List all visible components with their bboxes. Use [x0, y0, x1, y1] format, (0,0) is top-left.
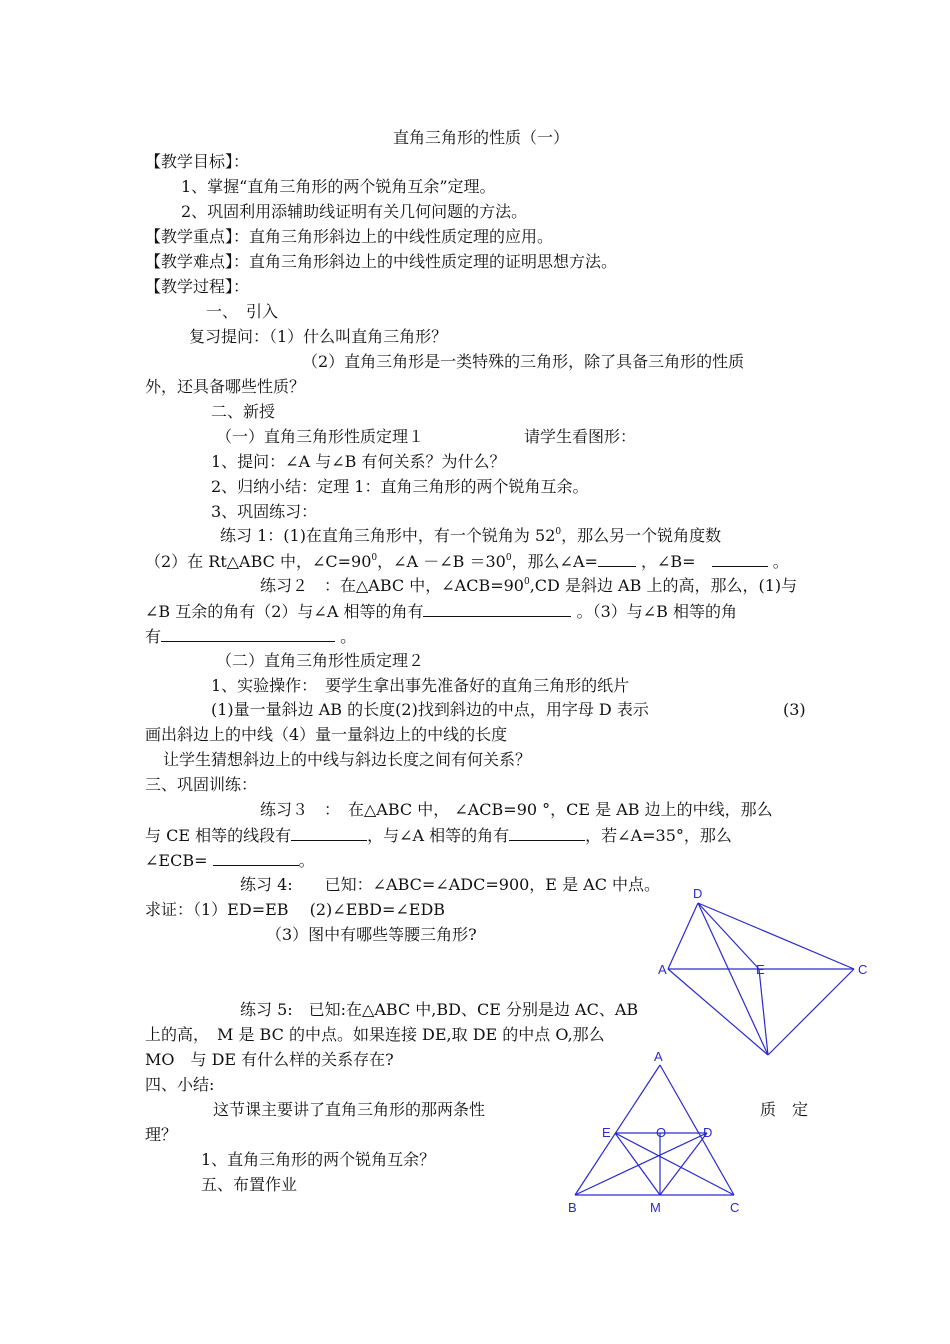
exercise-2-line-1: 练习２ ：在△ABC 中，$\angle ACB=90^0,CD$ 是斜边 AB 上的高，那么，(1)与: [260, 576, 798, 595]
page-title: 直角三角形的性质（一）: [393, 128, 570, 147]
figure-2-label-b: B: [568, 1200, 577, 1215]
theorem-1-exercise-heading: 3、巩固练习：: [211, 502, 318, 521]
theorem-2-heading: （二）直角三角形性质定理２: [216, 651, 425, 670]
exercise-3-line-3: ∠ECB= 。: [145, 851, 315, 870]
exercise-1-line-1: 练习 1：(1)在直角三角形中，有一个锐角为 $52^0$，那么另一个锐角度数: [220, 526, 722, 545]
figure-1-label-a: A: [658, 962, 667, 977]
answer-blank: [161, 625, 335, 642]
summary-item-1: 1、直角三角形的两个锐角互余？: [201, 1150, 436, 1169]
answer-blank: [423, 600, 571, 617]
theorem-1-see-figure: 请学生看图形：: [524, 427, 637, 446]
exercise-3-line-2: 与 CE 相等的线段有 ，与∠A 相等的角有 ，若∠A=35°，那么: [145, 826, 732, 845]
theorem-2-step-2: 画出斜边上的中线（4）量一量斜边上的中线的长度: [145, 725, 508, 744]
goal-item-2: 2、巩固利用添辅助线证明有关几何问题的方法。: [181, 202, 528, 221]
figure-2-label-o: O: [656, 1125, 667, 1140]
exercise-5-line-2: 上的高， M 是 BC 的中点。如果连接 DE,取 DE 的中点 O,那么: [145, 1025, 605, 1044]
section-3-heading: 三、巩固训练：: [145, 775, 258, 794]
exercise-3-line-1: 练习３ ： 在△ABC 中， ∠ACB=90 °，CE 是 AB 边上的中线，那么: [260, 800, 773, 819]
exercise-1-line-2: （2）在 Rt△ABC 中，$\angle C=90^0$，∠A －∠B $=30^0$，那么∠A= ，∠B= 。: [145, 552, 789, 571]
theorem-1-heading: （一）直角三角形性质定理１: [216, 427, 425, 446]
exercise-5-line-3: MO 与 DE 有什么样的关系存在?: [145, 1050, 394, 1069]
section-5-heading: 五、布置作业: [201, 1175, 298, 1194]
figure-1-label-e: E: [756, 962, 765, 977]
answer-blank: [213, 849, 299, 866]
figure-2-label-c: C: [730, 1200, 740, 1215]
figure-2-label-m: M: [650, 1200, 661, 1215]
goal-item-1: 1、掌握“直角三角形的两个锐角互余”定理。: [181, 177, 496, 196]
figure-1-label-c: C: [858, 962, 868, 977]
theorem-1-question: 1、提问：∠A 与∠B 有何关系？为什么？: [211, 452, 506, 471]
figure-2-label-a: A: [654, 1049, 663, 1064]
theorem-2-step-3-label: (3): [783, 700, 806, 719]
section-2-heading: 二、新授: [211, 402, 276, 421]
summary-line-1-end: 质 定: [760, 1100, 809, 1119]
review-question-2: （2）直角三角形是一类特殊的三角形，除了具备三角形的性质: [302, 352, 745, 371]
difficulty: 【教学难点】：直角三角形斜边上的中线性质定理的证明思想方法。: [145, 252, 618, 271]
review-question-1: 复习提问：（1）什么叫直角三角形？: [189, 327, 448, 346]
answer-blank: [509, 824, 585, 841]
section-1-heading: 一、 引入: [206, 302, 279, 321]
theorem-2-operation: 1、实验操作： 要学生拿出事先准备好的直角三角形的纸片: [211, 676, 630, 695]
theorem-1-summary: 2、归纳小结：定理 1：直角三角形的两个锐角互余。: [211, 477, 589, 496]
goals-heading: 【教学目标】：: [145, 152, 250, 171]
key-point: 【教学重点】：直角三角形斜边上的中线性质定理的应用。: [145, 227, 554, 246]
exercise-4-line-2: 求证：（1）ED=EB (2)∠EBD=∠EDB: [145, 900, 446, 919]
figure-2-label-d: D: [703, 1125, 713, 1140]
theorem-2-step-1: (1)量一量斜边 AB 的长度(2)找到斜边的中点，用字母 D 表示: [211, 700, 649, 719]
exercise-2-line-3: 有 。: [145, 627, 357, 646]
section-4-heading: 四、小结:: [145, 1075, 215, 1094]
summary-line-1: 这节课主要讲了直角三角形的那两条性: [213, 1100, 486, 1119]
exercise-4-line-1: 练习 4: 已知：∠ABC=∠ADC=900，E 是 AC 中点。: [240, 875, 661, 894]
answer-blank: [712, 550, 768, 567]
answer-blank: [598, 550, 636, 567]
summary-line-2: 理？: [145, 1125, 178, 1144]
exercise-5-line-1: 练习 5: 已知:在△ABC 中,BD、CE 分别是边 AC、AB: [240, 1000, 639, 1019]
figure-1-label-d: D: [693, 886, 703, 901]
process-heading: 【教学过程】：: [145, 277, 250, 296]
answer-blank: [291, 824, 367, 841]
figure-exercise-5: [560, 1045, 760, 1220]
review-question-2-cont: 外，还具备哪些性质？: [145, 377, 306, 396]
figure-exercise-4: [640, 880, 890, 1065]
theorem-2-guess: 让学生猜想斜边上的中线与斜边长度之间有何关系？: [163, 750, 532, 769]
exercise-4-line-3: （3）图中有哪些等腰三角形?: [266, 925, 477, 944]
exercise-2-line-2: ∠B 互余的角有（2）与∠A 相等的角有 。（3）与∠B 相等的角: [145, 602, 738, 621]
figure-2-label-e: E: [602, 1125, 611, 1140]
